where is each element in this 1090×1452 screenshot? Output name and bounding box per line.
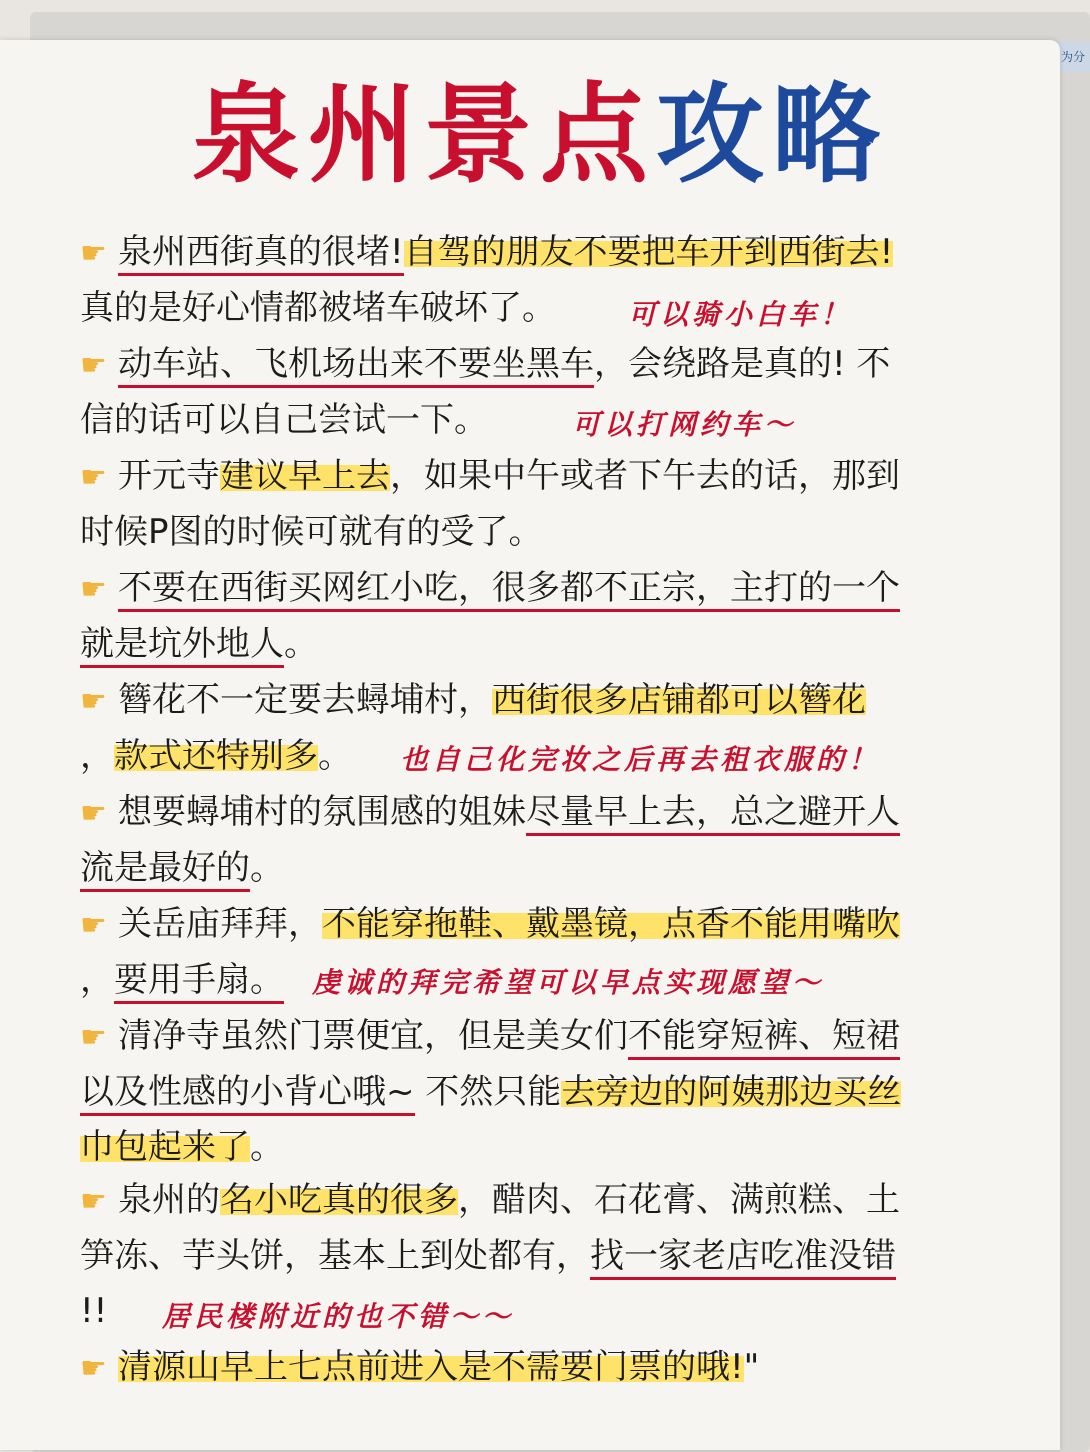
tip-10-highlight: 清源山早上七点前进入是不需要门票的哦! xyxy=(118,1347,744,1387)
tip-1-underlined: 泉州西街真的很堵! xyxy=(118,232,404,276)
tip-8-underlined-b: 以及性感的小背心哦~ xyxy=(80,1072,415,1116)
tip-3-text-c: 时候P图的时候可就有的受了。 xyxy=(80,512,543,552)
tip-9-highlight: 名小吃真的很多 xyxy=(220,1180,458,1220)
pointing-hand-icon: ☛ xyxy=(80,796,107,831)
tip-2-handwritten-note: 可以打网约车～ xyxy=(572,408,797,441)
tip-6-text-b: 。 xyxy=(250,848,284,888)
tip-9-handwritten-note: 居民楼附近的也不错～～ xyxy=(162,1300,515,1333)
pointing-hand-icon: ☛ xyxy=(80,348,107,383)
tip-8-highlight-b: 巾包起来了 xyxy=(80,1127,250,1167)
tip-7-text-a: 关岳庙拜拜， xyxy=(118,904,322,944)
title-blue: 攻略 xyxy=(656,72,889,198)
tip-5-highlight-a: 西街很多店铺都可以簪花 xyxy=(492,680,866,720)
tip-3 xyxy=(80,449,980,560)
tip-5-handwritten-note: 也自己化完妆之后再去租衣服的！ xyxy=(400,743,881,776)
tip-10-text: " xyxy=(743,1347,760,1387)
tip-5-text-a: 簪花不一定要去蟳埔村， xyxy=(118,680,492,720)
tip-6 xyxy=(80,785,980,896)
tip-8-text-b: 不然只能 xyxy=(414,1072,562,1112)
tip-7-handwritten-note: 虔诚的拜完希望可以早点实现愿望～ xyxy=(312,966,825,999)
tip-7-underlined: 要用手扇。 xyxy=(114,960,284,1004)
tip-4-underlined-a: 不要在西街买网红小吃，很多都不正宗，主打的一个 xyxy=(118,568,900,612)
tip-4-underlined-b: 就是坑外地人 xyxy=(80,624,284,668)
pointing-hand-icon: ☛ xyxy=(80,908,107,943)
pointing-hand-icon: ☛ xyxy=(80,684,107,719)
pointing-hand-icon: ☛ xyxy=(80,1020,107,1055)
title-red: 泉州景点 xyxy=(191,72,656,198)
tip-9-text-c: 笋冻、芋头饼，基本上到处都有， xyxy=(80,1236,590,1276)
tip-5-text-b: ， xyxy=(80,736,114,776)
tip-9-text-b: ，醋肉、石花膏、满煎糕、土 xyxy=(458,1180,900,1220)
pointing-hand-icon: ☛ xyxy=(80,1351,107,1386)
tip-8-highlight-a: 去旁边的阿姨那边买丝 xyxy=(561,1072,902,1112)
tip-5-highlight-b: 款式还特别多 xyxy=(114,736,318,776)
tip-3-highlight: 建议早上去 xyxy=(220,456,390,496)
tip-1-handwritten-note: 可以骑小白车！ xyxy=(628,298,853,331)
pointing-hand-icon: ☛ xyxy=(80,236,107,271)
tip-6-text-a: 想要蟳埔村的氛围感的姐妹 xyxy=(118,792,526,832)
tip-7-highlight: 不能穿拖鞋、戴墨镜，点香不能用嘴吹 xyxy=(322,904,900,944)
back-page-tab: 为分 xyxy=(1056,42,1090,72)
pointing-hand-icon: ☛ xyxy=(80,572,107,607)
tip-6-underlined-b: 流是最好的 xyxy=(80,848,250,892)
tip-4 xyxy=(80,561,980,672)
tip-10 xyxy=(80,1340,980,1396)
pointing-hand-icon: ☛ xyxy=(80,1184,107,1219)
tip-9-text-d: !! xyxy=(80,1291,108,1331)
tip-2-underlined: 动车站、飞机场出来不要坐黑车 xyxy=(118,344,594,388)
tip-3-text-b: ，如果中午或者下午去的话，那到 xyxy=(390,456,900,496)
tip-1-highlight: 自驾的朋友不要把车开到西街去! xyxy=(403,232,894,272)
tip-3-text-a: 开元寺 xyxy=(118,456,220,496)
tip-2 xyxy=(80,337,980,448)
tip-6-underlined-a: 尽量早上去，总之避开人 xyxy=(526,792,900,836)
tip-8-text-c: 。 xyxy=(250,1127,284,1167)
tip-2-text-a: ，会绕路是真的! 不 xyxy=(594,344,891,384)
tip-8 xyxy=(80,1009,980,1175)
tip-7-text-b: ， xyxy=(80,960,114,1000)
tip-9-underlined: 找一家老店吃准没错 xyxy=(590,1236,896,1280)
tip-8-underlined-a: 不能穿短裤、短裙 xyxy=(628,1016,900,1060)
tip-8-text-a: 清净寺虽然门票便宜，但是美女们 xyxy=(118,1016,628,1056)
page-title xyxy=(0,60,1080,210)
tip-9-text-a: 泉州的 xyxy=(118,1180,220,1220)
tip-1-text: 真的是好心情都被堵车破坏了。 xyxy=(80,288,556,328)
tip-2-text-b: 信的话可以自己尝试一下。 xyxy=(80,400,488,440)
tip-4-text: 。 xyxy=(284,624,318,664)
tip-5-text-c: 。 xyxy=(318,736,352,776)
pointing-hand-icon: ☛ xyxy=(80,460,107,495)
